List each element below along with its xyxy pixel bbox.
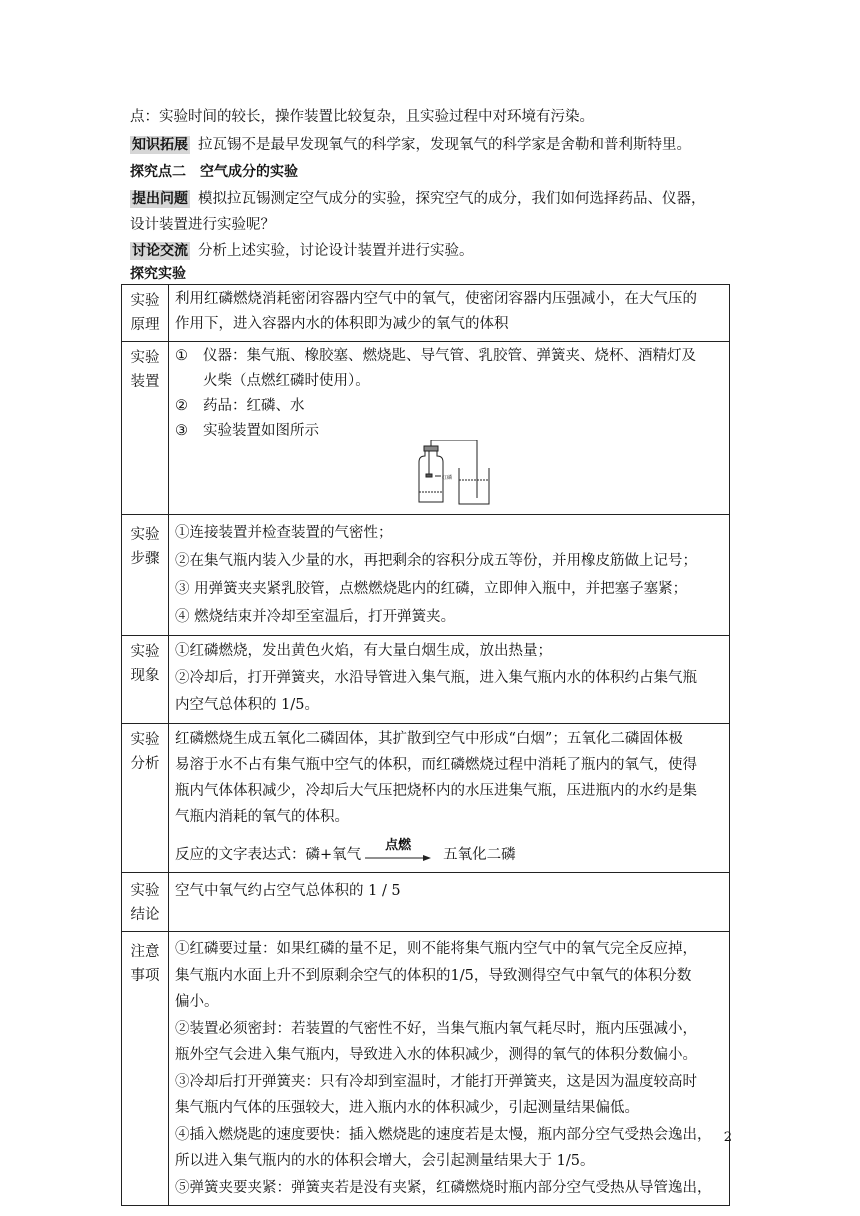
intro-line: 点：实验时间的较长，操作装置比较复杂，且实验过程中对环境有污染。 [130, 109, 594, 125]
row-label: 注意 事项 [122, 932, 169, 1206]
row-apparatus [122, 342, 730, 515]
reaction-arrow [365, 840, 431, 868]
row-analysis [122, 724, 730, 873]
svg-text:红磷: 红磷 [442, 475, 453, 481]
steps-cell: ①连接装置并检查装置的气密性； ②在集气瓶内装入少量的水，再把剩余的容积分成五等份，并用橡皮筋做上记号； ③ 用弹簧夹夹紧乳胶管，点燃燃烧匙内的红磷，立即伸入瓶中，并把塞子塞紧； ④ 燃烧结束并冷却至室温后，打开弹簧夹。 [169, 515, 730, 636]
analysis-cell: 红磷燃烧生成五氧化二磷固体，其扩散到空气中形成“白烟”；五氧化二磷固体极 易溶于水不占有集气瓶中空气的体积，而红磷燃烧过程中消耗了瓶内的氧气，使得 瓶内气体体积减少，冷却后大气压把烧杯内的水压进集气瓶，压进瓶内的水约是集 气瓶内消耗的氧气的体积。 反应的文字表达式：磷+氧气 点燃 五氧化二磷 [169, 724, 730, 873]
apparatus-diagram [415, 440, 495, 510]
row-steps [122, 515, 730, 636]
page-number: 2 [723, 1130, 732, 1145]
row-notes [122, 932, 730, 1206]
word-equation: 反应的文字表达式：磷+氧气 点燃 五氧化二磷 [175, 840, 723, 868]
row-label: 实验 原理 [122, 285, 169, 342]
knowledge-extension [130, 132, 730, 158]
apparatus-item: ③ 实验装置如图所示 [175, 423, 319, 439]
reaction-condition: 点燃 [385, 838, 412, 853]
apparatus-item: ② 药品：红磷、水 [175, 398, 305, 414]
row-label: 实验 装置 [122, 342, 169, 515]
row-conclusion [122, 873, 730, 932]
knowledge-text: 拉瓦锡不是最早发现氧气的科学家，发现氧气的科学家是舍勒和普利斯特里。 [198, 137, 691, 153]
row-principle [122, 285, 730, 342]
notes-cell: ①红磷要过量：如果红磷的量不足，则不能将集气瓶内空气中的氧气完全反应掉， 集气瓶内水面上升不到原剩余空气的体积的1/5，导致测得空气中氧气的体积分数 偏小。 ②装置必须密封：若装置的气密性不好，当集气瓶内氧气耗尽时，瓶内压强减小， 瓶外空气会进入集气瓶内，导致进入水的体积减少，测得的氧气的体积分数偏小。 ③冷却后打开弹簧夹：只有冷却到室温时，才能打开弹簧夹，这是因为温度较高时 集气瓶内气体的压强较大，进入瓶内水的体积减少，引起测量结果偏低。 ④插入燃烧匙的速度要快：插入燃烧匙的速度若是太慢，瓶内部分空气受热会逸出， 所以进入集气瓶内的水的体积会增大，会引起测量结果大于 1/5。 ⑤弹簧夹要夹紧：弹簧夹若是没有夹紧，红磷燃烧时瓶内部分空气受热从导管逸出， [169, 932, 730, 1206]
apparatus-cell [169, 342, 730, 515]
conclusion-cell: 空气中氧气约占空气总体积的 1 / 5 [169, 873, 730, 932]
phenomenon-cell: ①红磷燃烧，发出黄色火焰，有大量白烟生成，放出热量； ②冷却后，打开弹簧夹，水沿导管进入集气瓶，进入集气瓶内水的体积约占集气瓶 内空气总体积的 1/5。 [169, 636, 730, 724]
row-label: 实验 结论 [122, 873, 169, 932]
question-paragraph: 提出问题 模拟拉瓦锡测定空气成分的实验，探究空气的成分，我们如何选择药品、仪器， 设计装置进行实验呢？ [130, 191, 706, 233]
discussion-paragraph: 讨论交流 分析上述实验，讨论设计装置并进行实验。 [132, 243, 474, 259]
arrow-icon [365, 854, 431, 862]
row-label: 实验 现象 [122, 636, 169, 724]
principle-cell: 利用红磷燃烧消耗密闭容器内空气中的氧气，使密闭容器内压强减小，在大气压的 作用下，进入容器内水的体积即为减少的氧气的体积 [169, 285, 730, 342]
section-heading: 探究点二 空气成分的实验 [130, 164, 298, 180]
row-phenomenon [122, 636, 730, 724]
experiment-table [121, 284, 730, 1206]
row-label: 实验 分析 [122, 724, 169, 873]
experiment-heading: 探究实验 [130, 266, 186, 282]
knowledge-tag: 知识拓展 [132, 137, 188, 153]
discussion-tag: 讨论交流 [132, 243, 188, 259]
row-label: 实验 步骤 [122, 515, 169, 636]
question-tag: 提出问题 [132, 191, 188, 207]
apparatus-item: ① 仪器：集气瓶、橡胶塞、燃烧匙、导气管、乳胶管、弹簧夹、烧杯、酒精灯及 火柴（点燃红磷时使用）。 [175, 348, 696, 389]
